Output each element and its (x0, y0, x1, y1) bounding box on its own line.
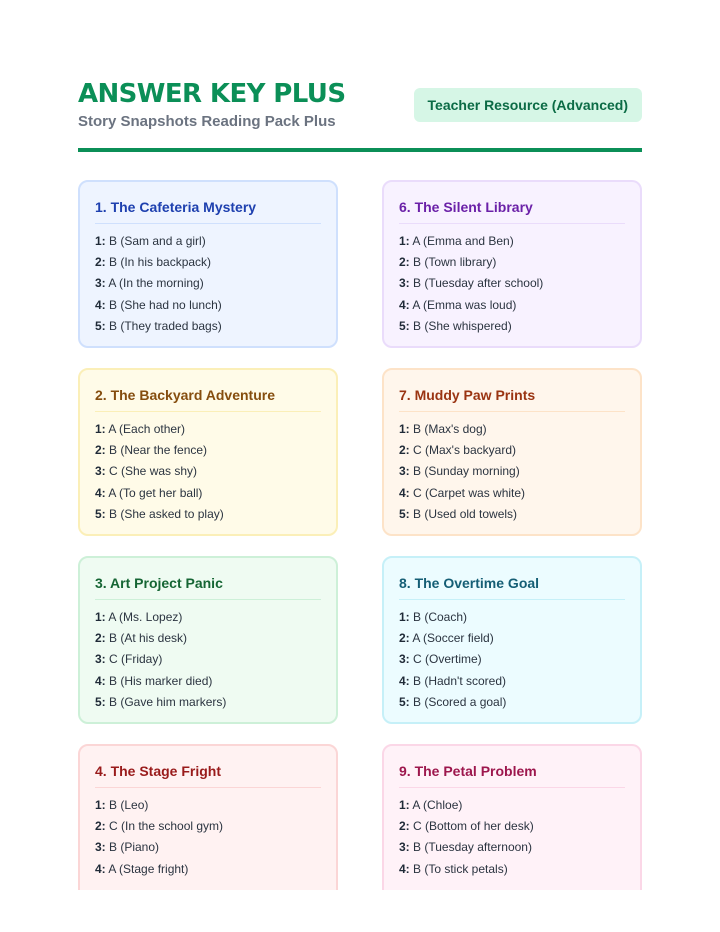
story-card-title: 7. Muddy Paw Prints (399, 386, 625, 412)
answer-text: B (Hadn't scored) (409, 673, 506, 688)
answer-text: B (She asked to play) (105, 506, 224, 521)
question-number: 4: (399, 485, 410, 500)
answer-text: B (Sunday morning) (409, 464, 520, 479)
answer-line (95, 795, 321, 816)
story-card-title: 2. The Backyard Adventure (95, 386, 321, 412)
answer-line (399, 649, 625, 670)
question-number: 5: (95, 694, 106, 709)
story-card-title: 1. The Cafeteria Mystery (95, 198, 321, 224)
answer-text: B (Tuesday afternoon) (409, 840, 532, 855)
answer-text: A (Chloe) (409, 798, 463, 812)
answer-text: B (Near the fence) (105, 443, 208, 458)
question-number: 3: (399, 840, 410, 855)
answer-line (399, 504, 625, 525)
story-card (78, 368, 338, 536)
header (78, 78, 642, 148)
story-card (78, 556, 338, 724)
answer-line (95, 628, 321, 649)
question-number: 2: (95, 631, 106, 646)
answer-text: C (She was shy) (105, 464, 198, 479)
answer-line (95, 231, 321, 252)
story-card (78, 744, 338, 890)
answer-line (95, 252, 321, 273)
answer-line (95, 461, 321, 482)
answer-line (399, 816, 625, 837)
answer-text: A (Each other) (105, 422, 186, 436)
answer-line (95, 273, 321, 294)
page-subtitle: Story Snapshots Reading Pack Plus (78, 113, 336, 130)
story-card (382, 180, 642, 348)
answer-line (95, 440, 321, 461)
question-number: 5: (399, 506, 410, 521)
answer-text: B (She had no lunch) (105, 297, 222, 312)
question-number: 4: (399, 297, 410, 312)
answer-line (399, 295, 625, 316)
question-number: 2: (399, 255, 410, 270)
question-number: 2: (399, 819, 410, 834)
question-number: 2: (95, 443, 106, 458)
question-number: 1: (95, 798, 106, 812)
answer-line (95, 837, 321, 858)
question-number: 5: (399, 694, 410, 709)
answer-line (95, 671, 321, 692)
question-number: 3: (95, 652, 106, 667)
answer-text: A (Emma and Ben) (409, 234, 514, 248)
story-card (382, 556, 642, 724)
answer-text: B (Sam and a girl) (105, 234, 206, 248)
question-number: 3: (95, 276, 106, 291)
question-number: 1: (399, 798, 410, 812)
answer-line (399, 252, 625, 273)
answer-text: B (She whispered) (409, 318, 512, 333)
question-number: 1: (95, 610, 106, 624)
question-number: 1: (95, 422, 106, 436)
answer-text: C (Friday) (105, 652, 163, 667)
question-number: 2: (399, 631, 410, 646)
question-number: 4: (95, 485, 106, 500)
story-card (382, 368, 642, 536)
question-number: 4: (399, 673, 410, 688)
story-card-grid (78, 180, 642, 890)
answer-text: A (To get her ball) (105, 485, 203, 500)
answer-line (95, 649, 321, 670)
question-number: 2: (95, 819, 106, 834)
question-number: 4: (95, 861, 106, 876)
answer-text: C (Carpet was white) (409, 485, 526, 500)
answer-line (399, 316, 625, 337)
teacher-resource-badge: Teacher Resource (Advanced) (414, 88, 642, 122)
answer-line (95, 859, 321, 880)
answer-text: A (In the morning) (105, 276, 204, 291)
question-number: 1: (399, 234, 410, 248)
question-number: 3: (95, 840, 106, 855)
answer-line (399, 607, 625, 628)
answer-line (399, 795, 625, 816)
question-number: 4: (399, 861, 410, 876)
answer-text: B (Coach) (409, 610, 468, 624)
question-number: 4: (95, 297, 106, 312)
answer-line (95, 504, 321, 525)
answer-text: B (In his backpack) (105, 255, 212, 270)
answer-line (95, 316, 321, 337)
question-number: 1: (95, 234, 106, 248)
answer-text: A (Ms. Lopez) (105, 610, 183, 624)
answer-text: C (Max's backyard) (409, 443, 516, 458)
answer-line (95, 295, 321, 316)
answer-line (399, 859, 625, 880)
answer-line (399, 483, 625, 504)
story-card-title: 6. The Silent Library (399, 198, 625, 224)
question-number: 4: (95, 673, 106, 688)
answer-line (399, 440, 625, 461)
answer-line (399, 273, 625, 294)
answer-text: A (Stage fright) (105, 861, 189, 876)
answer-line (399, 837, 625, 858)
answer-text: C (Bottom of her desk) (409, 819, 534, 834)
answer-line (399, 461, 625, 482)
answer-text: B (Town library) (409, 255, 497, 270)
answer-text: B (To stick petals) (409, 861, 508, 876)
answer-text: B (Piano) (105, 840, 160, 855)
story-card-title: 4. The Stage Fright (95, 762, 321, 788)
question-number: 3: (95, 464, 106, 479)
answer-line (399, 231, 625, 252)
answer-line (399, 671, 625, 692)
story-card-title: 3. Art Project Panic (95, 574, 321, 600)
answer-text: B (Leo) (105, 798, 149, 812)
question-number: 1: (399, 422, 410, 436)
answer-text: A (Emma was loud) (409, 297, 517, 312)
question-number: 3: (399, 652, 410, 667)
answer-text: B (Gave him markers) (105, 694, 227, 709)
answer-line (95, 816, 321, 837)
story-card-title: 8. The Overtime Goal (399, 574, 625, 600)
answer-line (95, 607, 321, 628)
answer-text: B (Tuesday after school) (409, 276, 544, 291)
question-number: 2: (399, 443, 410, 458)
question-number: 3: (399, 276, 410, 291)
page-title: ANSWER KEY PLUS (78, 79, 346, 109)
header-divider (78, 148, 642, 152)
answer-text: A (Soccer field) (409, 631, 494, 646)
answer-text: C (In the school gym) (105, 819, 224, 834)
answer-line (95, 483, 321, 504)
question-number: 2: (95, 255, 106, 270)
question-number: 5: (95, 506, 106, 521)
answer-text: C (Overtime) (409, 652, 482, 667)
answer-text: B (Used old towels) (409, 506, 518, 521)
story-card (78, 180, 338, 348)
answer-text: B (Max's dog) (409, 422, 487, 436)
answer-text: B (Scored a goal) (409, 694, 507, 709)
story-card (382, 744, 642, 890)
question-number: 5: (95, 318, 106, 333)
answer-text: B (At his desk) (105, 631, 188, 646)
question-number: 5: (399, 318, 410, 333)
question-number: 1: (399, 610, 410, 624)
answer-line (95, 692, 321, 713)
question-number: 3: (399, 464, 410, 479)
answer-line (399, 419, 625, 440)
answer-text: B (They traded bags) (105, 318, 222, 333)
story-card-title: 9. The Petal Problem (399, 762, 625, 788)
answer-line (95, 419, 321, 440)
answer-line (399, 692, 625, 713)
answer-text: B (His marker died) (105, 673, 213, 688)
answer-line (399, 628, 625, 649)
